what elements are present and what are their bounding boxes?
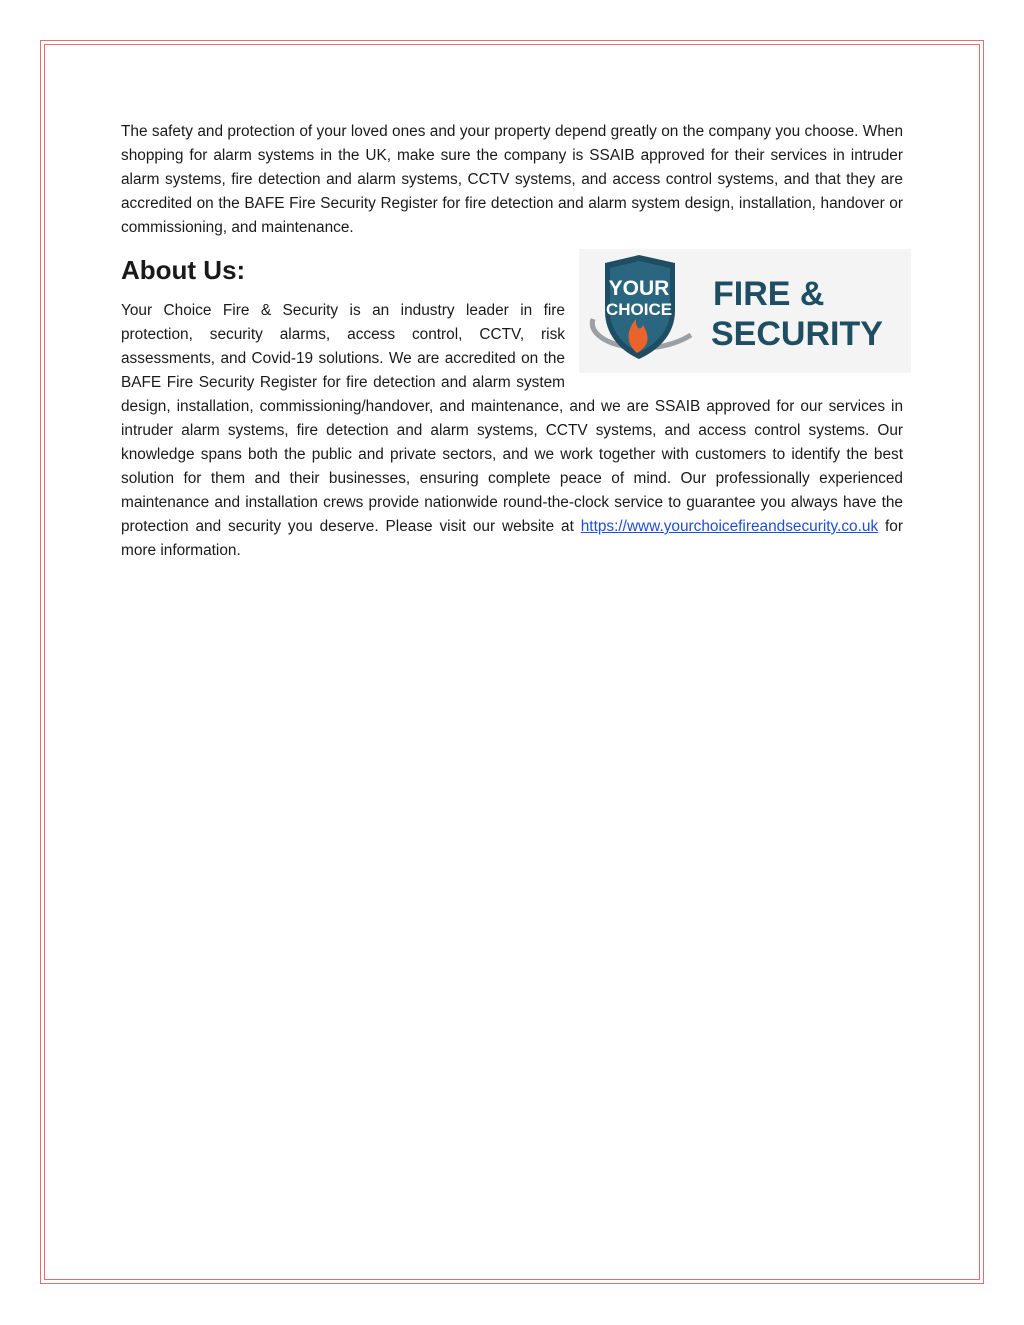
about-body-tail: for more information. [121, 518, 903, 559]
logo-wordmark-line2: SECURITY [711, 315, 883, 353]
logo-graphic [579, 249, 911, 373]
logo-shield-text-1: YOUR [608, 277, 670, 300]
document-content [121, 120, 903, 563]
about-heading: About Us: [121, 255, 246, 285]
logo-shield-text-2: CHOICE [605, 300, 673, 319]
website-link[interactable]: https://www.yourchoicefireandsecurity.co.uk [580, 518, 879, 535]
intro-paragraph: The safety and protection of your loved ones and your property depend greatly on the company you choose. When shopping for alarm systems in the UK, make sure the company is SSAIB approved for their services in intruder alarm systems, fire detection and alarm systems, CCTV systems, and access control systems, and that they are accredited on the BAFE Fire Security Register for fire detection and alarm system design, installation, handover or commissioning, and maintenance. [121, 123, 903, 236]
company-logo [579, 249, 911, 373]
logo-wordmark-line1: FIRE & [713, 275, 825, 313]
about-body-text: Your Choice Fire & Security is an industry leader in fire protection, security alarms, access control, CCTV, risk assessments, and Covid-19 solutions. We are accredited on the BAFE Fire Security Register for fire detection and alarm system design, installation, commissioning/handover, and maintenance, and we are SSAIB approved for our services in intruder alarm systems, fire detection and alarm systems, CCTV systems, and access control systems. Our knowledge spans both the public and private sectors, and we work together with customers to identify the best solution for them and their businesses, ensuring complete peace of mind. Our professionally experienced maintenance and installation crews provide nationwide round-the-clock service to guarantee you always have the protection and security you deserve. Please visit our website at [121, 302, 903, 535]
